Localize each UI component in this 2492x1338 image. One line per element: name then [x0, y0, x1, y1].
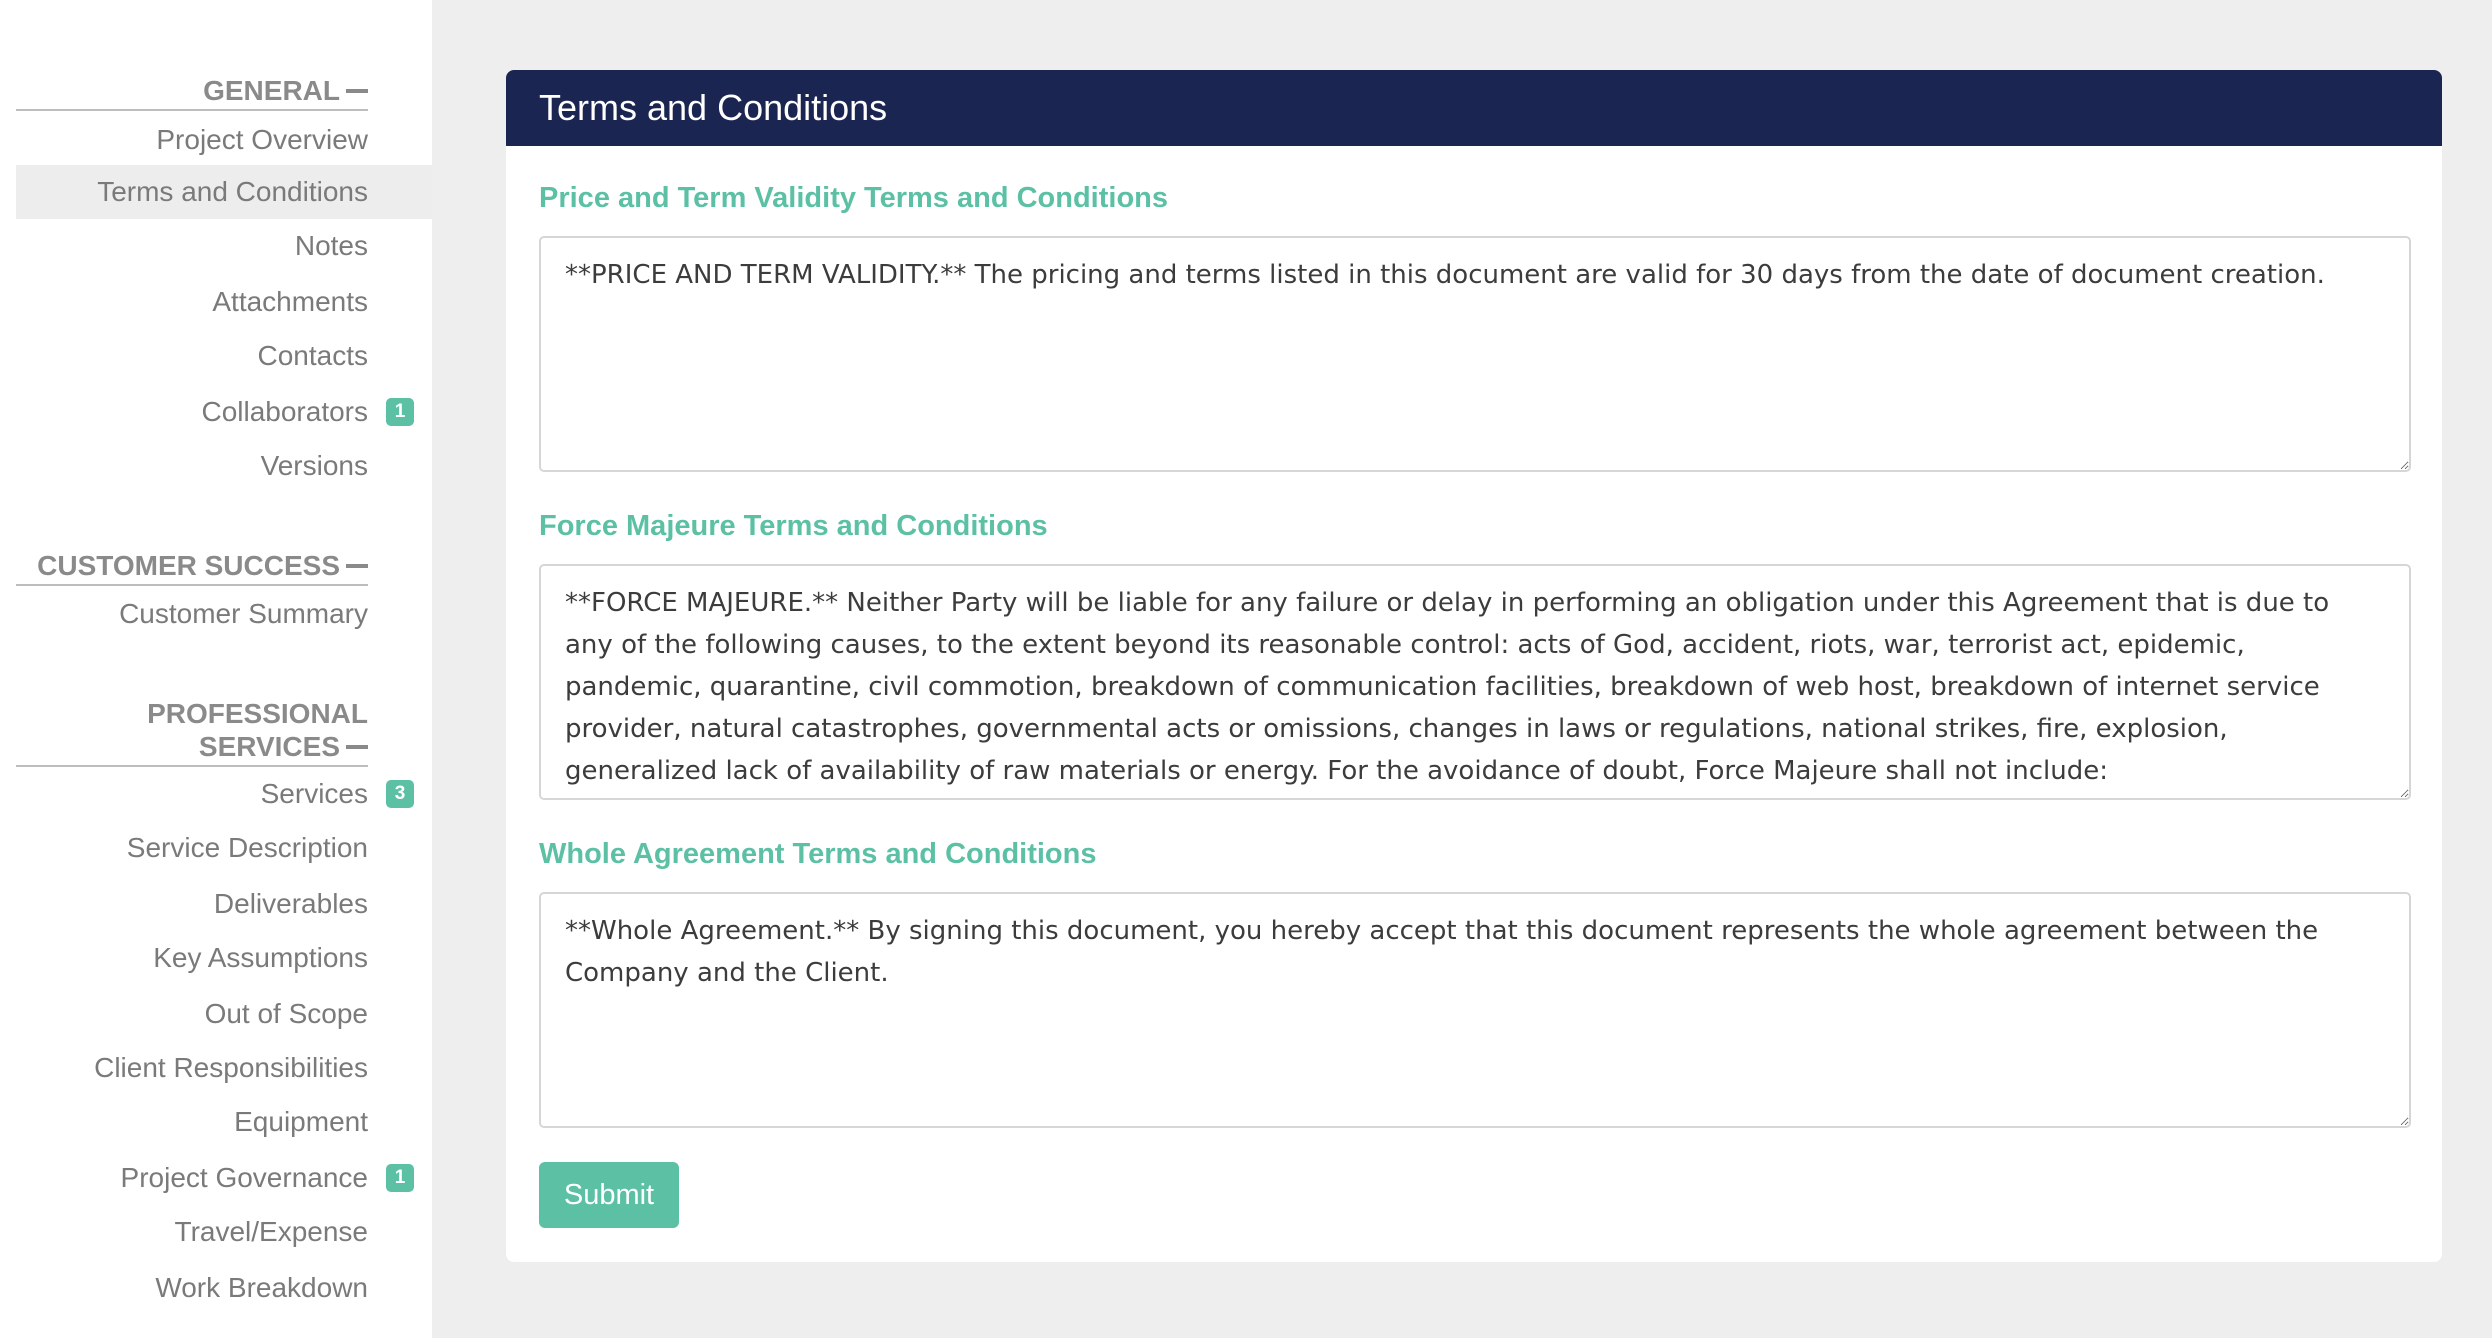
- sidebar-item-label: Client Responsibilities: [94, 1052, 368, 1083]
- section-customer-success-header[interactable]: [16, 549, 368, 586]
- sidebar-item-services[interactable]: [16, 767, 432, 821]
- count-badge: 1: [386, 1164, 414, 1192]
- sidebar-item-service-description[interactable]: [16, 821, 432, 875]
- sidebar-item-label: Project Overview: [156, 124, 368, 155]
- sidebar-item-client-responsibilities[interactable]: [16, 1041, 432, 1095]
- whole-agreement-textarea[interactable]: [539, 892, 2411, 1128]
- price-term-validity-label: Price and Term Validity Terms and Conditions: [539, 182, 1169, 214]
- collapse-icon[interactable]: [346, 564, 368, 568]
- sidebar-item-label: Project Governance: [120, 1162, 368, 1193]
- sidebar-item-project-governance[interactable]: [16, 1151, 432, 1205]
- price-term-validity-textarea[interactable]: [539, 236, 2411, 472]
- sidebar-item-label: Equipment: [234, 1106, 368, 1137]
- collapse-icon[interactable]: [346, 745, 368, 749]
- sidebar-item-deliverables[interactable]: [16, 877, 432, 931]
- sidebar-item-label: Terms and Conditions: [97, 176, 368, 207]
- sidebar-item-label: Notes: [294, 230, 368, 261]
- sidebar-item-label: Customer Summary: [119, 598, 368, 629]
- sidebar-item-label: Service Description: [126, 832, 368, 863]
- count-badge: 1: [386, 398, 414, 426]
- sidebar-item-label: Deliverables: [213, 888, 368, 919]
- sidebar-item-collaborators[interactable]: [16, 385, 432, 439]
- sidebar-item-attachments[interactable]: [16, 275, 432, 329]
- sidebar-item-customer-summary[interactable]: [16, 587, 432, 641]
- sidebar-item-equipment[interactable]: [16, 1095, 432, 1149]
- terms-card: [506, 70, 2442, 1262]
- section-customer-success-title: CUSTOMER SUCCESS: [37, 550, 340, 581]
- sidebar-item-label: Key Assumptions: [153, 942, 368, 973]
- section-professional-services-header[interactable]: [16, 697, 368, 767]
- card-header: [506, 70, 2442, 146]
- sidebar-item-versions[interactable]: [16, 439, 432, 493]
- submit-button[interactable]: Submit: [539, 1162, 679, 1228]
- sidebar-item-label: Travel/Expense: [174, 1216, 368, 1247]
- section-general-header[interactable]: [16, 74, 368, 111]
- section-professional-services-title-line2: SERVICES: [198, 731, 340, 762]
- whole-agreement-label: Whole Agreement Terms and Conditions: [539, 838, 1097, 870]
- sidebar-item-terms-and-conditions[interactable]: [16, 165, 432, 219]
- sidebar: [0, 0, 432, 1338]
- page-title: Terms and Conditions: [539, 87, 888, 128]
- sidebar-item-travel-expense[interactable]: [16, 1205, 432, 1259]
- sidebar-item-out-of-scope[interactable]: [16, 987, 432, 1041]
- sidebar-item-label: Services: [260, 778, 368, 809]
- section-general-title: GENERAL: [203, 75, 340, 106]
- sidebar-item-contacts[interactable]: [16, 329, 432, 383]
- force-majeure-textarea[interactable]: [539, 564, 2411, 800]
- sidebar-item-label: Collaborators: [201, 396, 368, 427]
- collapse-icon[interactable]: [346, 89, 368, 93]
- sidebar-item-project-overview[interactable]: [16, 113, 432, 167]
- sidebar-item-label: Versions: [260, 450, 368, 481]
- count-badge: 3: [386, 780, 414, 808]
- sidebar-item-work-breakdown[interactable]: [16, 1261, 432, 1315]
- section-professional-services-title-line1: PROFESSIONAL: [147, 698, 368, 729]
- sidebar-item-label: Contacts: [257, 340, 368, 371]
- sidebar-item-label: Out of Scope: [204, 998, 368, 1029]
- sidebar-item-label: Work Breakdown: [155, 1272, 368, 1303]
- sidebar-item-key-assumptions[interactable]: [16, 931, 432, 985]
- sidebar-item-notes[interactable]: [16, 219, 432, 273]
- force-majeure-label: Force Majeure Terms and Conditions: [539, 510, 1048, 542]
- sidebar-item-label: Attachments: [212, 286, 368, 317]
